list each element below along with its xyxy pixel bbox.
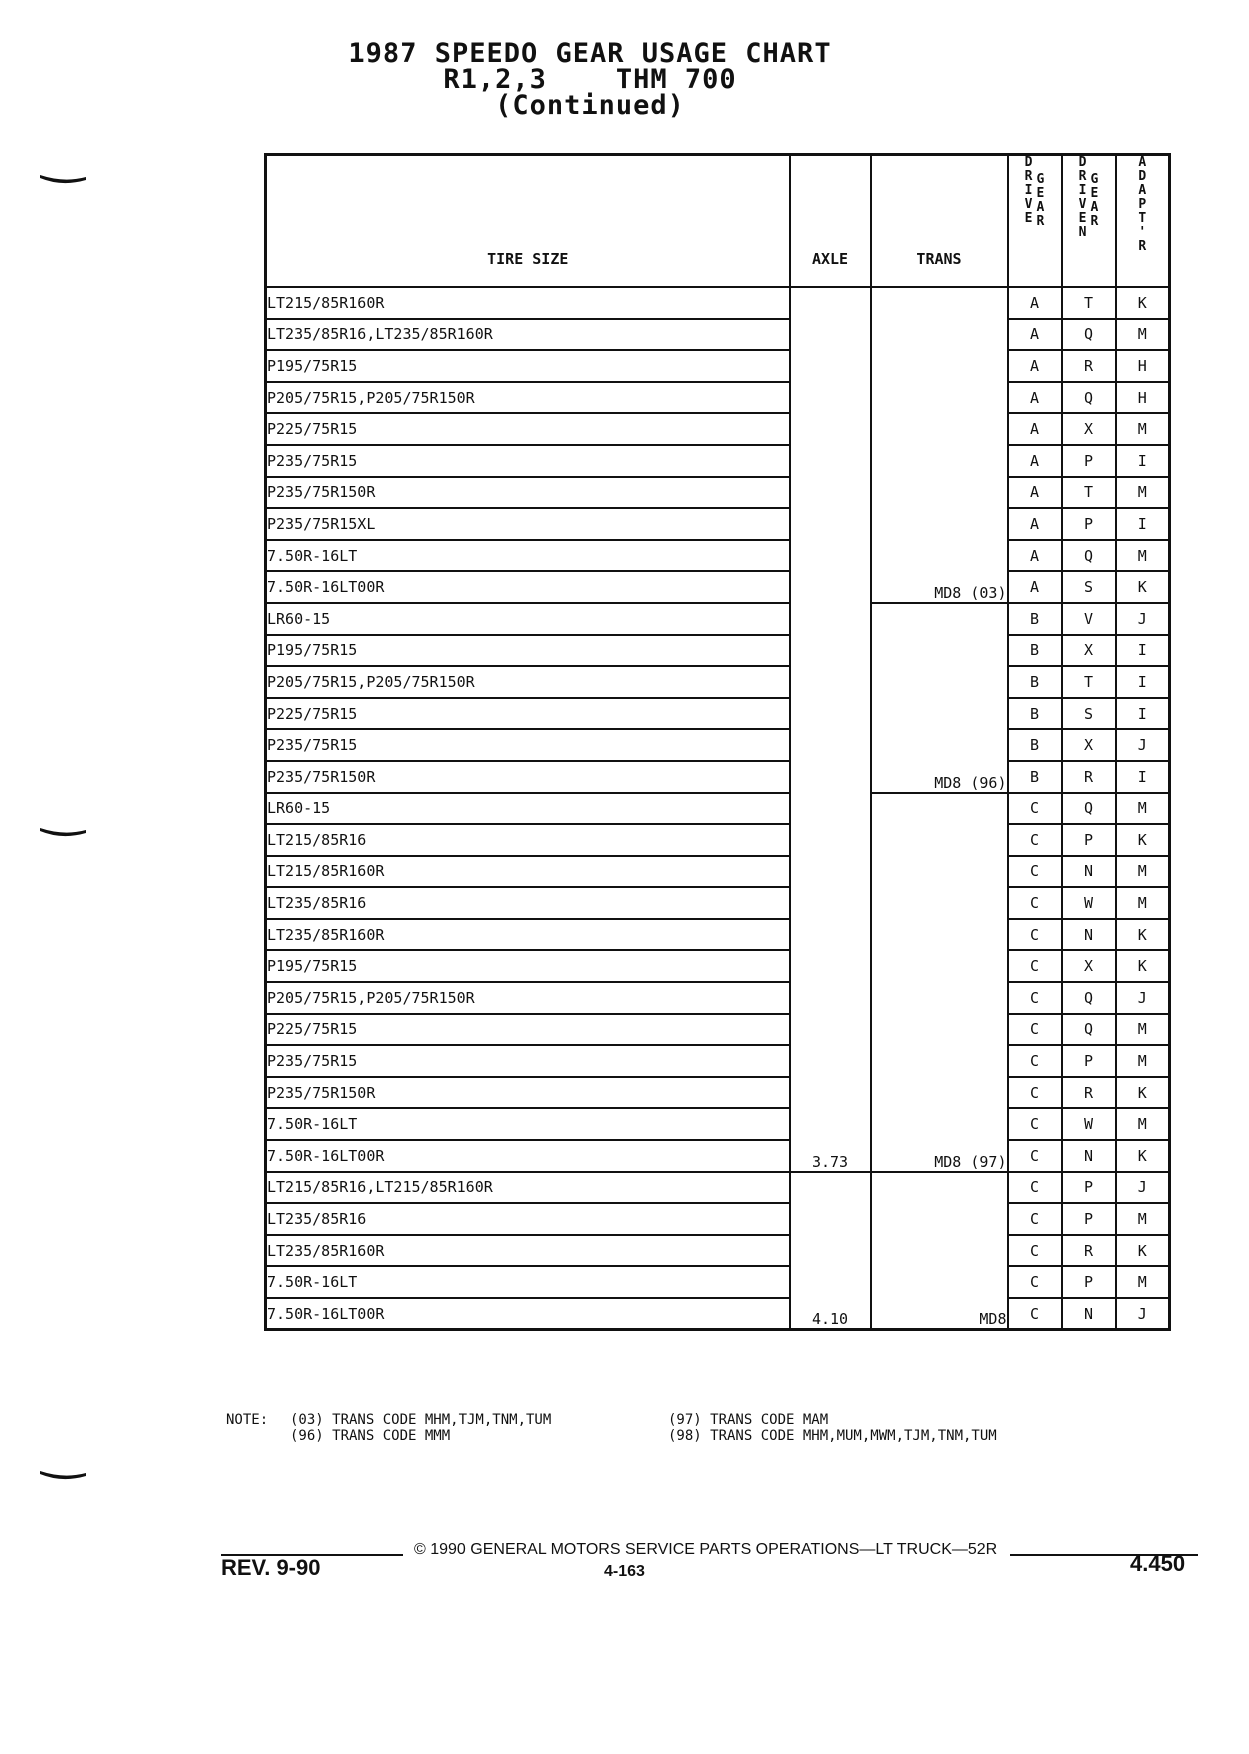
tire-size-cell: P235/75R150R <box>266 761 790 793</box>
driven-gear-cell: S <box>1062 571 1116 603</box>
driven-gear-cell: P <box>1062 1266 1116 1298</box>
drive-gear-cell: C <box>1008 1108 1062 1140</box>
note-label: NOTE: <box>226 1412 269 1428</box>
driven-gear-cell: P <box>1062 1172 1116 1204</box>
table-row <box>266 540 1170 572</box>
tire-size-cell: P205/75R15,P205/75R150R <box>266 382 790 414</box>
tire-size-cell: P225/75R15 <box>266 698 790 730</box>
drive-gear-cell: B <box>1008 761 1062 793</box>
col-header-trans: TRANS <box>871 155 1008 288</box>
adapter-gear-cell: M <box>1116 887 1170 919</box>
table-row <box>266 445 1170 477</box>
table-row <box>266 1235 1170 1267</box>
drive-gear-cell: C <box>1008 1045 1062 1077</box>
col-header-axle: AXLE <box>790 155 871 288</box>
table-body <box>266 287 1170 1330</box>
table-row <box>266 477 1170 509</box>
adapter-gear-cell: J <box>1116 1298 1170 1330</box>
tire-size-cell: 7.50R-16LT <box>266 1266 790 1298</box>
adapter-gear-cell: M <box>1116 1045 1170 1077</box>
driven-gear-cell: R <box>1062 1235 1116 1267</box>
adapter-gear-cell: K <box>1116 1140 1170 1172</box>
driven-gear-cell: Q <box>1062 540 1116 572</box>
vertical-header-label: D R I V E N <box>1078 155 1087 240</box>
table-row <box>266 603 1170 635</box>
driven-gear-cell: V <box>1062 603 1116 635</box>
drive-gear-cell: A <box>1008 508 1062 540</box>
driven-gear-cell: R <box>1062 1077 1116 1109</box>
adapter-gear-cell: M <box>1116 1266 1170 1298</box>
drive-gear-cell: A <box>1008 382 1062 414</box>
drive-gear-cell: A <box>1008 571 1062 603</box>
col-header-driven-gear <box>1062 155 1116 288</box>
drive-gear-cell: C <box>1008 1077 1062 1109</box>
tire-size-cell: P235/75R15XL <box>266 508 790 540</box>
table-row <box>266 1077 1170 1109</box>
trans-cell: MD8 <box>871 1172 1008 1330</box>
tire-size-cell: P195/75R15 <box>266 350 790 382</box>
adapter-gear-cell: H <box>1116 350 1170 382</box>
driven-gear-cell: N <box>1062 919 1116 951</box>
adapter-gear-cell: M <box>1116 540 1170 572</box>
drive-gear-cell: C <box>1008 1266 1062 1298</box>
table-row <box>266 1203 1170 1235</box>
page-subtitle: R1,2,3 THM 700 <box>443 64 737 95</box>
drive-gear-cell: C <box>1008 793 1062 825</box>
tire-size-cell: P235/75R150R <box>266 477 790 509</box>
tire-size-cell: LT215/85R160R <box>266 287 790 319</box>
tire-size-cell: LT235/85R16 <box>266 1203 790 1235</box>
table-row <box>266 508 1170 540</box>
adapter-gear-cell: J <box>1116 1172 1170 1204</box>
drive-gear-cell: C <box>1008 887 1062 919</box>
driven-gear-cell: X <box>1062 413 1116 445</box>
adapter-gear-cell: I <box>1116 445 1170 477</box>
table-row <box>266 1172 1170 1204</box>
drive-gear-cell: B <box>1008 729 1062 761</box>
table-header-row <box>266 155 1170 288</box>
page-title: 1987 SPEEDO GEAR USAGE CHART <box>348 38 832 69</box>
drive-gear-cell: B <box>1008 698 1062 730</box>
driven-gear-cell: Q <box>1062 793 1116 825</box>
adapter-gear-cell: M <box>1116 1203 1170 1235</box>
adapter-gear-cell: K <box>1116 824 1170 856</box>
drive-gear-cell: C <box>1008 1235 1062 1267</box>
table-row <box>266 856 1170 888</box>
tire-size-cell: LT235/85R160R <box>266 919 790 951</box>
tire-size-cell: 7.50R-16LT00R <box>266 571 790 603</box>
adapter-gear-cell: I <box>1116 698 1170 730</box>
drive-gear-cell: C <box>1008 1140 1062 1172</box>
adapter-gear-cell: J <box>1116 982 1170 1014</box>
binder-punch-mark <box>40 823 86 833</box>
adapter-gear-cell: K <box>1116 287 1170 319</box>
note-list-left <box>290 1412 551 1444</box>
tire-size-cell: LT235/85R16 <box>266 887 790 919</box>
table-row <box>266 1298 1170 1330</box>
drive-gear-cell: C <box>1008 1172 1062 1204</box>
copyright-line: © 1990 GENERAL MOTORS SERVICE PARTS OPERATIONS—LT TRUCK—52R <box>414 1541 998 1558</box>
drive-gear-cell: A <box>1008 350 1062 382</box>
driven-gear-cell: P <box>1062 508 1116 540</box>
driven-gear-cell: Q <box>1062 319 1116 351</box>
adapter-gear-cell: K <box>1116 1077 1170 1109</box>
driven-gear-cell: R <box>1062 350 1116 382</box>
adapter-gear-cell: K <box>1116 950 1170 982</box>
drive-gear-cell: C <box>1008 1203 1062 1235</box>
table-row <box>266 1108 1170 1140</box>
drive-gear-cell: A <box>1008 445 1062 477</box>
tire-size-cell: P235/75R15 <box>266 1045 790 1077</box>
drive-gear-cell: B <box>1008 603 1062 635</box>
adapter-gear-cell: K <box>1116 1235 1170 1267</box>
binder-punch-mark <box>40 170 86 180</box>
tire-size-cell: LT235/85R16,LT235/85R160R <box>266 319 790 351</box>
driven-gear-cell: R <box>1062 761 1116 793</box>
table-row <box>266 887 1170 919</box>
driven-gear-cell: X <box>1062 950 1116 982</box>
driven-gear-cell: Q <box>1062 1014 1116 1046</box>
note-item: (97) TRANS CODE MAM <box>668 1412 829 1428</box>
drive-gear-cell: C <box>1008 982 1062 1014</box>
table-row <box>266 1140 1170 1172</box>
adapter-gear-cell: I <box>1116 666 1170 698</box>
tire-size-cell: LT215/85R160R <box>266 856 790 888</box>
tire-size-cell: LT215/85R16,LT215/85R160R <box>266 1172 790 1204</box>
tire-size-cell: 7.50R-16LT <box>266 540 790 572</box>
tire-size-cell: P235/75R15 <box>266 729 790 761</box>
drive-gear-cell: C <box>1008 824 1062 856</box>
driven-gear-cell: P <box>1062 445 1116 477</box>
col-header-adapter <box>1116 155 1170 288</box>
adapter-gear-cell: H <box>1116 382 1170 414</box>
adapter-gear-cell: M <box>1116 413 1170 445</box>
tire-size-cell: LT235/85R160R <box>266 1235 790 1267</box>
table-row <box>266 1014 1170 1046</box>
table-row <box>266 793 1170 825</box>
tire-size-cell: LR60-15 <box>266 603 790 635</box>
axle-cell: 4.10 <box>790 1172 871 1330</box>
drive-gear-cell: A <box>1008 540 1062 572</box>
adapter-gear-cell: M <box>1116 319 1170 351</box>
drive-gear-cell: A <box>1008 477 1062 509</box>
table-row <box>266 666 1170 698</box>
table-row <box>266 571 1170 603</box>
tire-size-cell: P225/75R15 <box>266 1014 790 1046</box>
section-number: 4.450 <box>1130 1551 1186 1576</box>
note-item: (98) TRANS CODE MHM,MUM,MWM,TJM,TNM,TUM <box>668 1428 997 1444</box>
col-header-tire-size: TIRE SIZE <box>266 155 790 288</box>
adapter-gear-cell: M <box>1116 856 1170 888</box>
table-row <box>266 982 1170 1014</box>
tire-size-cell: P205/75R15,P205/75R150R <box>266 982 790 1014</box>
drive-gear-cell: C <box>1008 1014 1062 1046</box>
table-row <box>266 413 1170 445</box>
trans-cell: MD8 (03) <box>871 287 1008 603</box>
driven-gear-cell: P <box>1062 824 1116 856</box>
driven-gear-cell: N <box>1062 1298 1116 1330</box>
note-list-right <box>668 1412 997 1444</box>
table-row <box>266 950 1170 982</box>
tire-size-cell: 7.50R-16LT <box>266 1108 790 1140</box>
table-row <box>266 1045 1170 1077</box>
tire-size-cell: P225/75R15 <box>266 413 790 445</box>
tire-size-cell: LR60-15 <box>266 793 790 825</box>
drive-gear-cell: C <box>1008 856 1062 888</box>
adapter-gear-cell: K <box>1116 919 1170 951</box>
adapter-gear-cell: I <box>1116 508 1170 540</box>
driven-gear-cell: W <box>1062 1108 1116 1140</box>
table-row <box>266 919 1170 951</box>
continued-label: (Continued) <box>495 90 685 121</box>
adapter-gear-cell: J <box>1116 603 1170 635</box>
driven-gear-cell: X <box>1062 635 1116 667</box>
page-number: 4-163 <box>604 1563 645 1580</box>
driven-gear-cell: P <box>1062 1045 1116 1077</box>
table-row <box>266 1266 1170 1298</box>
driven-gear-cell: N <box>1062 856 1116 888</box>
tire-size-cell: LT215/85R16 <box>266 824 790 856</box>
table-row <box>266 350 1170 382</box>
driven-gear-cell: P <box>1062 1203 1116 1235</box>
drive-gear-cell: A <box>1008 287 1062 319</box>
vertical-header-label: D R I V E <box>1024 155 1033 226</box>
axle-cell: 3.73 <box>790 287 871 1172</box>
adapter-gear-cell: J <box>1116 729 1170 761</box>
tire-size-cell: P235/75R150R <box>266 1077 790 1109</box>
driven-gear-cell: T <box>1062 287 1116 319</box>
adapter-gear-cell: M <box>1116 1108 1170 1140</box>
adapter-gear-cell: M <box>1116 793 1170 825</box>
driven-gear-cell: T <box>1062 477 1116 509</box>
adapter-gear-cell: M <box>1116 1014 1170 1046</box>
drive-gear-cell: B <box>1008 666 1062 698</box>
table-row <box>266 319 1170 351</box>
table-row <box>266 635 1170 667</box>
table-row <box>266 382 1170 414</box>
tire-size-cell: P195/75R15 <box>266 950 790 982</box>
table-row <box>266 729 1170 761</box>
note-item: (96) TRANS CODE MMM <box>290 1428 451 1444</box>
table-row <box>266 287 1170 319</box>
tire-size-cell: P195/75R15 <box>266 635 790 667</box>
tire-size-cell: 7.50R-16LT00R <box>266 1298 790 1330</box>
drive-gear-cell: B <box>1008 635 1062 667</box>
revision-label: REV. 9-90 <box>221 1555 321 1580</box>
adapter-gear-cell: I <box>1116 635 1170 667</box>
drive-gear-cell: A <box>1008 319 1062 351</box>
adapter-gear-cell: M <box>1116 477 1170 509</box>
driven-gear-cell: S <box>1062 698 1116 730</box>
note-item: (03) TRANS CODE MHM,TJM,TNM,TUM <box>290 1412 552 1428</box>
drive-gear-cell: C <box>1008 919 1062 951</box>
vertical-header-label: G E A R <box>1090 172 1099 229</box>
trans-cell: MD8 (96) <box>871 603 1008 793</box>
table-row <box>266 698 1170 730</box>
adapter-gear-cell: K <box>1116 571 1170 603</box>
col-header-drive-gear <box>1008 155 1062 288</box>
tire-size-cell: P235/75R15 <box>266 445 790 477</box>
vertical-header-label: A D A P T ' R <box>1138 155 1147 254</box>
driven-gear-cell: N <box>1062 1140 1116 1172</box>
table-row <box>266 824 1170 856</box>
adapter-gear-cell: I <box>1116 761 1170 793</box>
driven-gear-cell: X <box>1062 729 1116 761</box>
vertical-header-label: G E A R <box>1036 172 1045 229</box>
driven-gear-cell: Q <box>1062 382 1116 414</box>
tire-size-cell: 7.50R-16LT00R <box>266 1140 790 1172</box>
trans-cell: MD8 (97) <box>871 793 1008 1172</box>
driven-gear-cell: Q <box>1062 982 1116 1014</box>
tire-size-cell: P205/75R15,P205/75R150R <box>266 666 790 698</box>
drive-gear-cell: A <box>1008 413 1062 445</box>
drive-gear-cell: C <box>1008 1298 1062 1330</box>
drive-gear-cell: C <box>1008 950 1062 982</box>
table-row <box>266 761 1170 793</box>
driven-gear-cell: T <box>1062 666 1116 698</box>
driven-gear-cell: W <box>1062 887 1116 919</box>
speedo-gear-table <box>264 153 1171 1331</box>
binder-punch-mark <box>40 1466 86 1476</box>
